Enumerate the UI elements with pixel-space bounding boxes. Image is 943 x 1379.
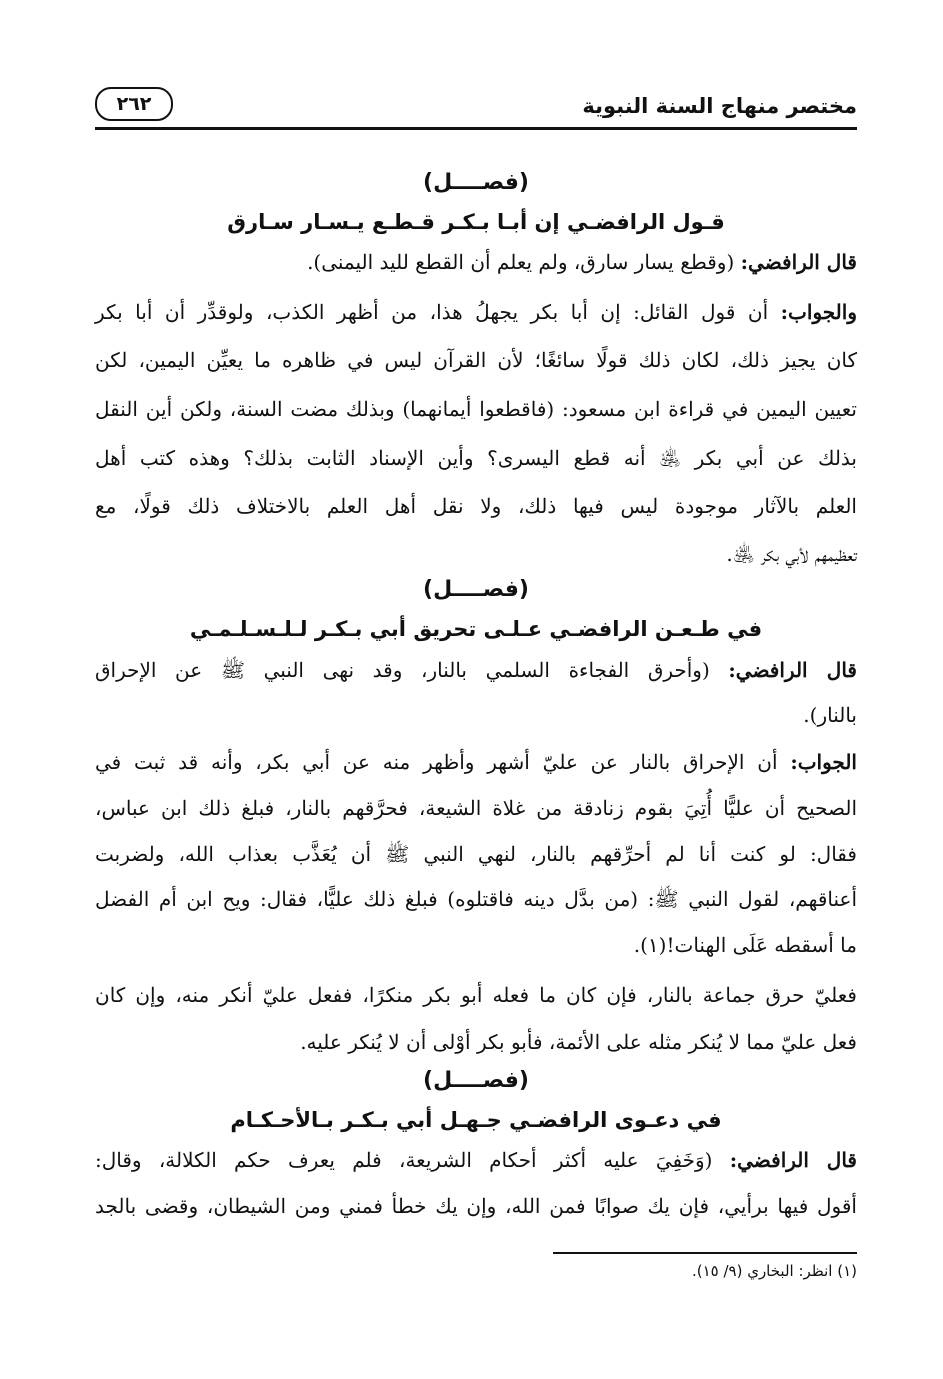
text-line xyxy=(95,300,857,324)
text-line xyxy=(95,750,857,774)
speaker-label: الجواب: xyxy=(790,750,857,774)
line-text: (وأحرق الفجاءة السلمي بالنار، وقد نهى النبي ﷺ عن الإحراق xyxy=(95,658,729,682)
line-text: العلم بالآثار موجودة ليس فيها ذلك، ولا نقل أهل العلم بالاختلاف ذلك قولًا، مع xyxy=(95,494,857,518)
text-line xyxy=(95,446,857,475)
footnote-rule xyxy=(553,1252,857,1254)
text-line xyxy=(95,1030,857,1054)
line-text: بالنار). xyxy=(803,703,857,727)
text-line xyxy=(95,842,857,871)
section-title: في طـعـن الرافضـي عـلـى تحريق أبي بـكـر لـلـسـلـمـي xyxy=(189,617,763,641)
line-text: (وقطع يسار سارق، ولم يعلم أن القطع لليد اليمنى). xyxy=(307,250,741,274)
speaker-label: قال الرافضي: xyxy=(729,1148,857,1172)
line-text: الصحيح أن عليًّا أُتِيَ بقوم زنادقة من غلاة الشيعة، فحرَّقهم بالنار، فبلغ ذلك ابن عباس، xyxy=(95,796,857,820)
text-line xyxy=(95,348,857,372)
text-line xyxy=(95,494,857,518)
page-number: ٢٦٢ xyxy=(95,87,173,121)
running-header xyxy=(95,86,857,130)
line-text: كان يجيز ذلك، لكان ذلك قولًا سائغًا؛ لأن القرآن ليس في ظاهره ما يعيِّن اليمين، لكن xyxy=(95,348,857,372)
section-label: (فصــــل) xyxy=(423,1068,529,1093)
speaker-label: قال الرافضي: xyxy=(740,250,857,274)
line-text: تعظيمهم لأبي بكر ﵁. xyxy=(726,542,857,566)
line-text: أقول فيها برأيي، فإن يك صوابًا فمن الله، وإن يك خطأ فمني ومن الشيطان، وقضى بالجد xyxy=(95,1194,857,1218)
line-text: أن الإحراق بالنار عن عليّ أشهر وأظهر منه عن أبي بكر، وأنه قد ثبت في xyxy=(95,750,791,774)
text-line xyxy=(95,933,857,957)
text-line xyxy=(95,1148,857,1172)
text-line xyxy=(95,250,857,274)
text-line xyxy=(95,887,857,916)
text-line xyxy=(95,1194,857,1218)
section-title: في دعـوى الرافضـي جـهـل أبي بـكـر بـالأحـكـام xyxy=(230,1108,722,1132)
line-text: فعليّ حرق جماعة بالنار، فإن كان ما فعله أبو بكر منكرًا، ففعل عليّ أنكر منه، وإن كان xyxy=(95,983,857,1007)
line-text: فقال: لو كنت أنا لم أحرِّقهم بالنار، لنهي النبي ﷺ أن يُعَذَّب بعذاب الله، ولضربت xyxy=(95,842,857,866)
footnote: (١) انظر: البخاري (٩/ ١٥). xyxy=(691,1262,857,1280)
line-text: أعناقهم، لقول النبي ﷺ: (من بدَّل دينه فاقتلوه) فبلغ ذلك عليًّا، فقال: ويح ابن أم الفضل xyxy=(95,887,858,911)
section-title: قـول الرافضـي إن أبـا بـكـر قـطـع يـسـار سـارق xyxy=(227,210,725,234)
line-text: بذلك عن أبي بكر ﵁ أنه قطع اليسرى؟ وأين الإسناد الثابت بذلك؟ وهذه كتب أهل xyxy=(95,446,858,470)
text-line xyxy=(95,397,857,421)
section-label: (فصــــل) xyxy=(423,170,529,195)
line-text: تعيين اليمين في قراءة ابن مسعود: (فاقطعوا أيمانهما) وبذلك مضت السنة، ولكن أين النقل xyxy=(95,397,857,421)
book-title: مختصر منهاج السنة النبوية xyxy=(582,94,857,118)
section-label: (فصــــل) xyxy=(423,577,529,602)
text-line xyxy=(95,658,857,687)
line-text: (وَخَفِيَ عليه أكثر أحكام الشريعة، فلم يعرف حكم الكلالة، وقال: xyxy=(95,1148,730,1172)
line-text: أن قول القائل: إن أبا بكر يجهلُ هذا، من أظهر الكذب، ولوقدِّر أن أبا بكر xyxy=(95,300,781,324)
text-line xyxy=(95,983,857,1007)
text-line xyxy=(95,703,857,727)
speaker-label: والجواب: xyxy=(780,300,857,324)
header-rule xyxy=(95,127,857,130)
line-text: فعل عليّ مما لا يُنكر مثله على الأئمة، فأبو بكر أوْلى أن لا يُنكر عليه. xyxy=(300,1030,857,1054)
text-line xyxy=(95,796,857,820)
line-text: ما أسقطه عَلَى الهنات!(١). xyxy=(633,933,857,957)
speaker-label: قال الرافضي: xyxy=(728,658,857,682)
text-line xyxy=(95,542,857,571)
